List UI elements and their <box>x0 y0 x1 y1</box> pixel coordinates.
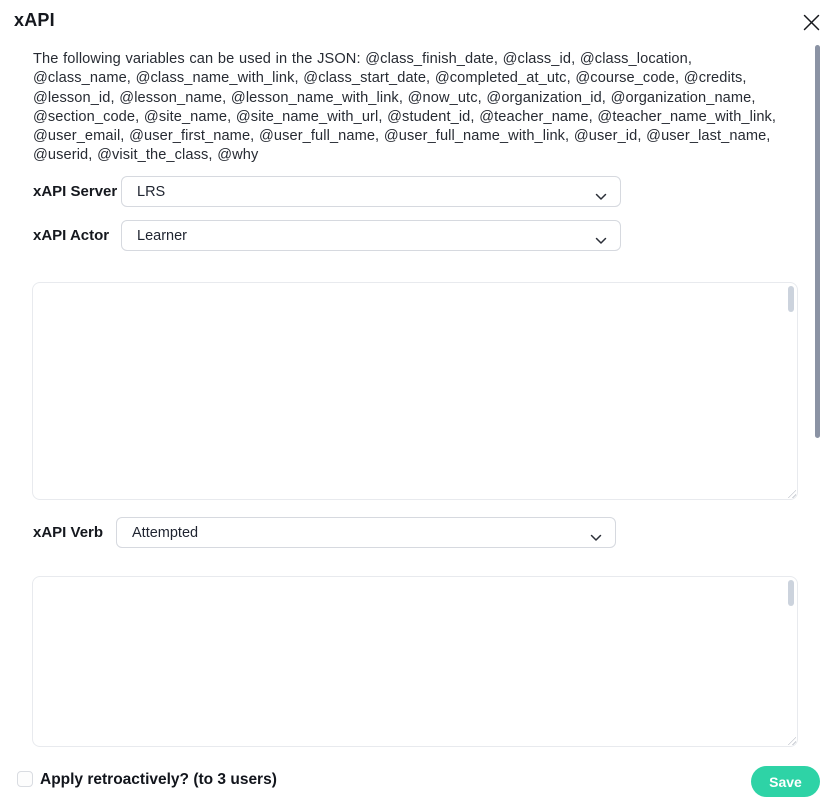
verb-json-textarea[interactable] <box>32 576 798 747</box>
page-scrollbar[interactable] <box>815 45 820 438</box>
apply-retroactively-label: Apply retroactively? (to 3 users) <box>40 771 277 788</box>
xapi-verb-label: xAPI Verb <box>33 524 104 541</box>
apply-retroactively-checkbox[interactable] <box>17 771 33 787</box>
xapi-server-select[interactable] <box>121 176 621 207</box>
xapi-server-selected-value: LRS <box>137 183 166 200</box>
statement-json-field <box>32 282 798 500</box>
close-button[interactable] <box>799 10 823 34</box>
xapi-server-label: xAPI Server <box>33 183 118 200</box>
xapi-verb-selected-value: Attempted <box>132 524 199 541</box>
textarea-scrollbar-thumb[interactable] <box>788 286 794 312</box>
chevron-down-icon <box>590 530 602 546</box>
xapi-actor-selected-value: Learner <box>137 227 187 244</box>
xapi-verb-select[interactable] <box>116 517 616 548</box>
chevron-down-icon <box>595 189 607 205</box>
variables-help-text: The following variables can be used in the JSON: @class_finish_date, @class_id, @class_location, @class_name, @class_name_with_link, @class_start_date, @completed_at_utc, @course_code, @credits, @lesson_id, @lesson_name, @lesson_name_with_link, @now_utc, @organization_id, @organization_name, @section_code, @site_name, @site_name_with_url, @student_id, @teacher_name, @teacher_name_with_link, @user_email, @user_first_name, @user_full_name, @user_full_name_with_link, @user_id, @user_last_name, @userid, @visit_the_class, @why <box>33 51 777 164</box>
textarea-scrollbar-thumb[interactable] <box>788 580 794 606</box>
chevron-down-icon <box>595 233 607 249</box>
verb-json-field <box>32 576 798 747</box>
page-title: xAPI <box>14 10 55 30</box>
xapi-actor-label: xAPI Actor <box>33 227 110 244</box>
save-button[interactable]: Save <box>751 766 820 797</box>
close-icon <box>803 14 820 31</box>
xapi-actor-select[interactable] <box>121 220 621 251</box>
statement-json-textarea[interactable] <box>32 282 798 500</box>
